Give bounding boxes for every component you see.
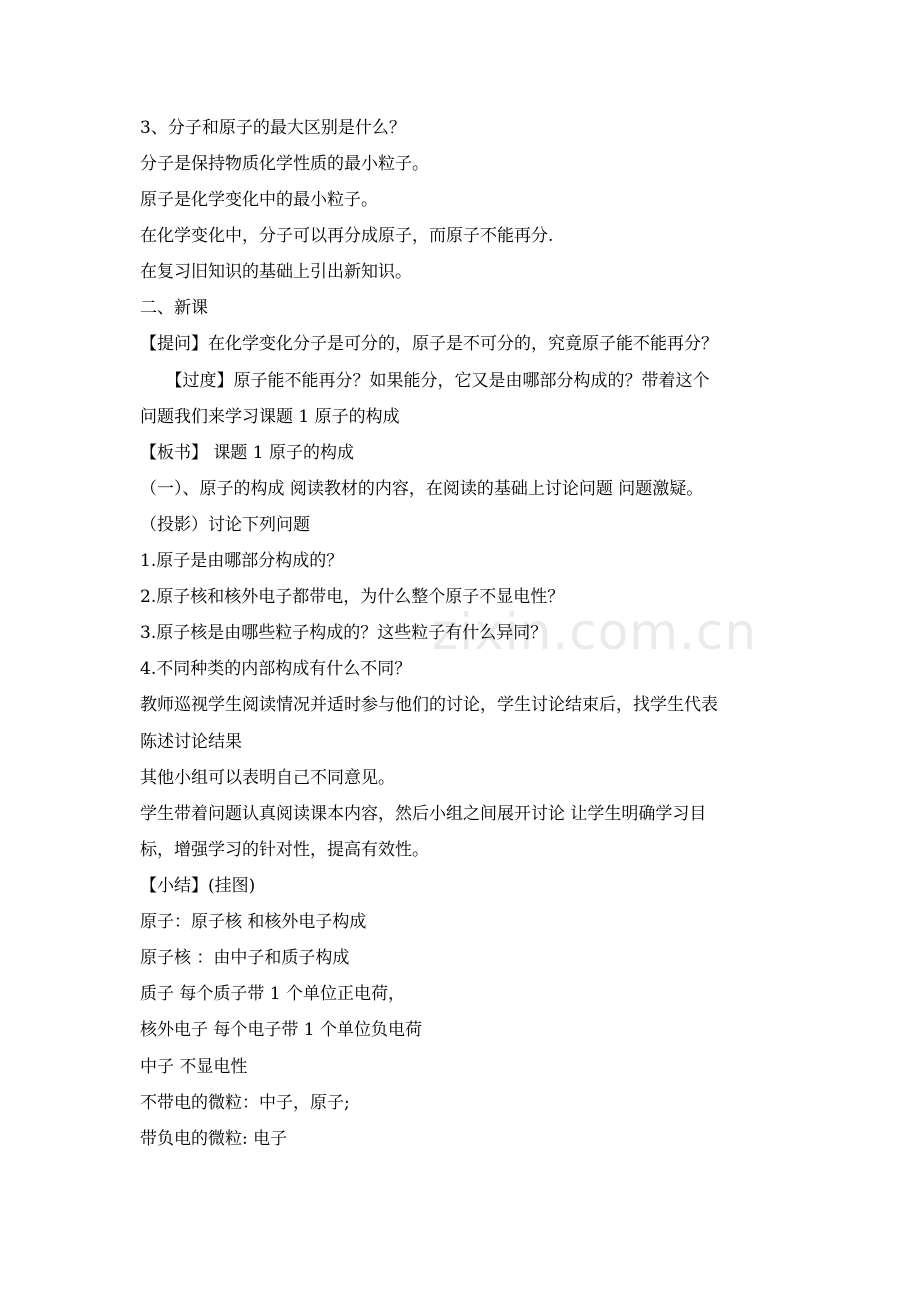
text-line: 3、分子和原子的最大区别是什么？ — [140, 118, 406, 138]
text-line: 在化学变化中，分子可以再分成原子，而原子不能再分. — [140, 226, 554, 246]
text-line: 教师巡视学生阅读情况并适时参与他们的讨论，学生讨论结束后，找学生代表 — [140, 695, 718, 715]
text-line: 【过度】原子能不能再分？如果能分，它又是由哪部分构成的？带着这个 — [140, 371, 710, 391]
text-line: 不带电的微粒：中子，原子; — [140, 1093, 350, 1113]
text-line: 标，增强学习的针对性，提高有效性。 — [140, 840, 429, 860]
text-line: 原子是化学变化中的最小粒子。 — [140, 190, 378, 210]
text-line: （投影）讨论下列问题 — [140, 515, 310, 535]
text-line: 在复习旧知识的基础上引出新知识。 — [140, 262, 412, 282]
text-line: （一）、原子的构成 阅读教材的内容，在阅读的基础上讨论问题 问题激疑。 — [140, 479, 704, 499]
text-line: 【提问】在化学变化分子是可分的，原子是不可分的，究竟原子能不能再分？ — [140, 334, 718, 354]
text-line: 带负电的微粒: 电子 — [140, 1129, 288, 1149]
text-line: 问题我们来学习课题 1 原子的构成 — [140, 407, 400, 427]
list-item: 2.原子核和核外电子都带电，为什么整个原子不显电性？ — [140, 587, 565, 607]
text-line: 分子是保持物质化学性质的最小粒子。 — [140, 154, 429, 174]
section-heading: 二、新课 — [140, 298, 208, 318]
text-line: 学生带着问题认真阅读课本内容，然后小组之间展开讨论 让学生明确学习目 — [140, 804, 707, 824]
text-line: 【小结】(挂图) — [140, 876, 256, 896]
list-item: 4.不同种类的内部构成有什么不同？ — [140, 659, 412, 679]
text-line: 【板书】 课题 1 原子的构成 — [140, 443, 355, 463]
text-line: 原子：原子核 和核外电子构成 — [140, 912, 367, 932]
text-line: 其他小组可以表明自己不同意见。 — [140, 768, 395, 788]
text-line: 陈述讨论结果 — [140, 732, 242, 752]
list-item: 3.原子核是由哪些粒子构成的？这些粒子有什么异同？ — [140, 623, 548, 643]
text-line: 质子 每个质子带 1 个单位正电荷， — [140, 984, 406, 1004]
text-line: 核外电子 每个电子带 1 个单位负电荷 — [140, 1020, 423, 1040]
watermark: zixin.com.cn — [432, 603, 758, 661]
text-line: 中子 不显电性 — [140, 1057, 248, 1077]
list-item: 1.原子是由哪部分构成的？ — [140, 551, 344, 571]
text-line: 原子核 ：由中子和质子构成 — [140, 948, 350, 968]
